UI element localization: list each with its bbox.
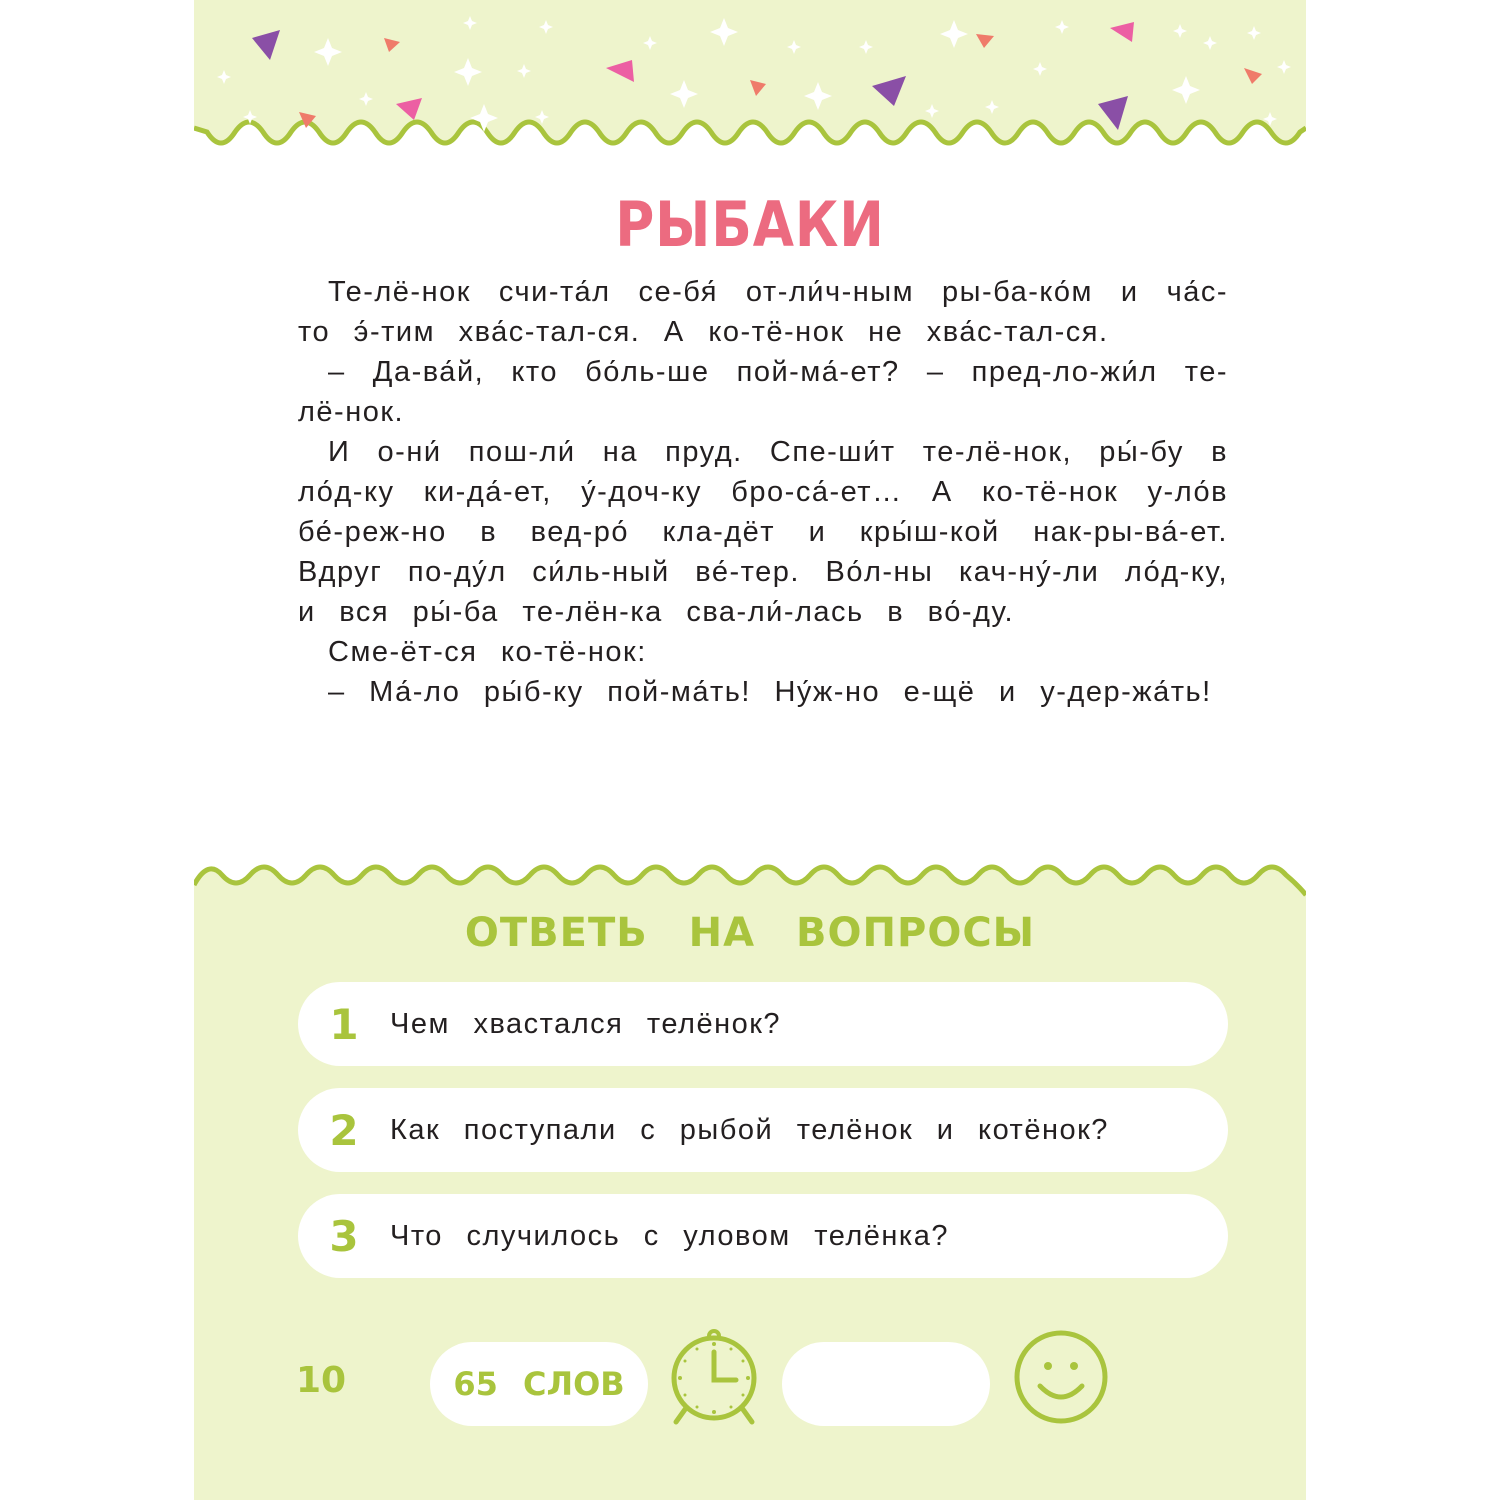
story-paragraph: И о-ни́ пош-ли́ на пруд. Спе-ши́т те-лё-нок, ры́-бу в ло́д-ку ки-да́-ет, у́-доч-ку бро-са́-ет… А ко-тё-нок у-ло́в бе́-реж-но в вед-ро́ кла-дёт и кры́ш-кой нак-ры-ва́-ет. Вдруг по-ду́л си́ль-ный ве́-тер. Во́л-ны кач-ну́-ли ло́д-ку, и вся ры́-ба те-лён-ка сва-ли́-лась в во́-ду. [298, 436, 1228, 628]
time-entry-field[interactable] [782, 1342, 990, 1426]
question-text: Что случилось с уловом телёнка? [390, 1219, 950, 1252]
word-count-label: 65 СЛОВ [453, 1365, 625, 1403]
question-number: 2 [329, 1105, 359, 1155]
story-paragraph: – Ма́-ло ры́б-ку пой-ма́ть! Ну́ж-но е-щё и у-дер-жа́ть! [328, 676, 1212, 708]
story-paragraph: Те-лё-нок счи-та́л се-бя́ от-ли́ч-ным ры-ба-ко́м и ча́с-то э́-тим хва́с-тал-ся. А ко-тё-нок не хва́с-тал-ся. [298, 276, 1228, 348]
question-item [298, 1194, 1228, 1278]
question-item [298, 1088, 1228, 1172]
workbook-page [194, 0, 1306, 1500]
top-band-scallop-edge [194, 122, 1306, 143]
question-item [298, 982, 1228, 1066]
top-decorative-band [194, 0, 1306, 158]
question-text: Чем хвастался телёнок? [390, 1007, 782, 1040]
question-number: 3 [329, 1211, 359, 1261]
word-count-badge [430, 1342, 648, 1426]
story-title: РЫБАКИ [615, 188, 885, 261]
story-paragraph: Сме-ёт-ся ко-тё-нок: [328, 636, 647, 668]
page-number: 10 [296, 1360, 347, 1401]
story-text [298, 272, 1228, 712]
smiley-icon [1012, 1328, 1110, 1426]
question-text: Как поступали с рыбой телёнок и котёнок? [390, 1113, 1109, 1146]
clock-icon [664, 1322, 764, 1426]
question-number: 1 [329, 999, 359, 1049]
story-paragraph: – Да-ва́й, кто бо́ль-ше пой-ма́-ет? – пред-ло-жи́л те-лё-нок. [298, 356, 1228, 428]
questions-heading: ОТВЕТЬ НА ВОПРОСЫ [464, 910, 1036, 956]
